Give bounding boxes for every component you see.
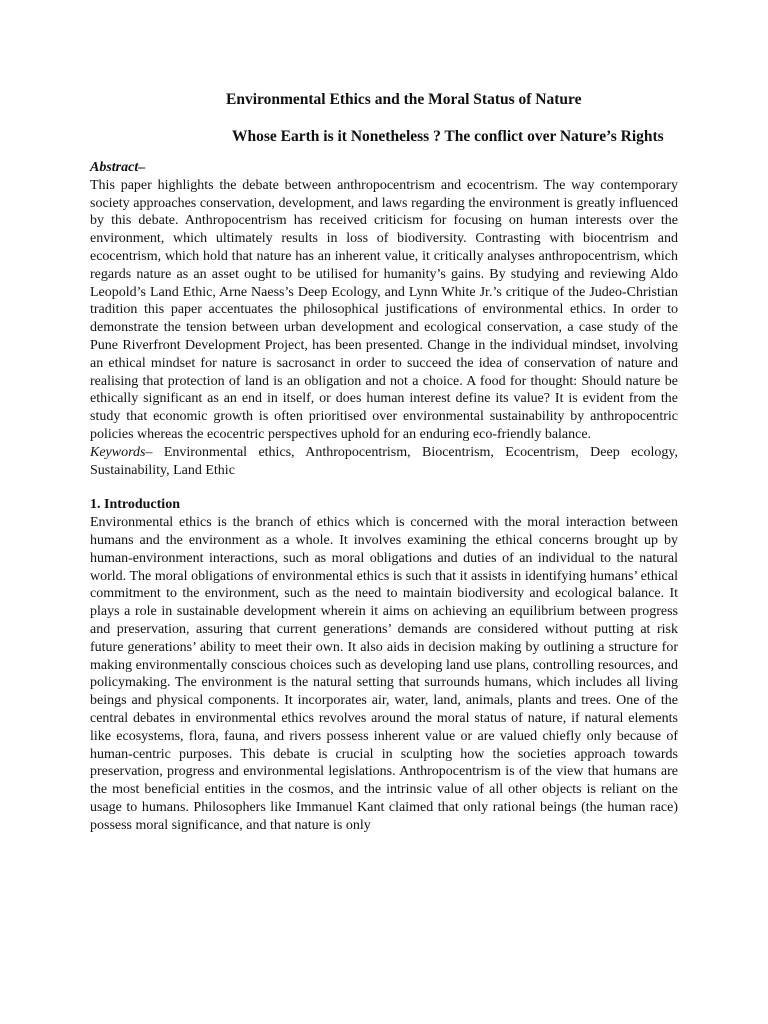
abstract-label: Abstract– xyxy=(90,160,146,175)
keywords xyxy=(90,444,678,480)
introduction-text: Environmental ethics is the branch of ethics which is concerned with the moral interaction between humans and the environment as a whole. It involves examining the ethical concerns brought up by human-environment interactions, such as moral obligations and duties of an individual to the natural world. The moral obligations of environmental ethics is such that it assists in identifying humans’ ethical commitment to the environment, such as the need to maintain biodiversity and ecological balance. It plays a role in sustainable development wherein it aims on achieving an equilibrium between progress and preservation, assuring that current generations’ demands are considered without putting at risk future generations’ ability to meet their own. It also aids in decision making by outlining a structure for making environmentally conscious choices such as developing land use plans, controlling resources, and policymaking. The environment is the natural setting that surrounds humans, which includes all living beings and physical components. It incorporates air, water, land, animals, plants and trees. One of the central debates in environmental ethics revolves around the moral status of nature, if natural elements like ecosystems, flora, fauna, and rivers possess inherent value or are valued chiefly only because of human-centric purposes. This debate is crucial in sculpting how the societies approach towards preservation, progress and environmental legislations. Anthropocentrism is of the view that humans are the most beneficial entities in the cosmos, and the intrinsic value of all other objects is reliant on the usage to humans. Philosophers like Immanuel Kant claimed that only rational beings (the human race) possess moral significance, and that nature is only xyxy=(90,515,678,833)
document-page xyxy=(90,90,678,834)
paper-subtitle: Whose Earth is it Nonetheless ? The conflict over Nature’s Rights xyxy=(232,128,664,145)
paper-title: Environmental Ethics and the Moral Status of Nature xyxy=(226,91,582,108)
keywords-label: Keywords– xyxy=(90,444,153,460)
introduction-heading: 1. Introduction xyxy=(90,497,180,513)
keywords-text: Environmental ethics, Anthropocentrism, Biocentrism, Ecocentrism, Deep ecology, Sustainability, Land Ethic xyxy=(90,444,678,478)
abstract-text: This paper highlights the debate between anthropocentrism and ecocentrism. The way contemporary society approaches conservation, development, and laws regarding the environment is greatly influenced by this debate. Anthropocentrism has received criticism for focusing on human interests over the environment, which ultimately results in loss of biodiversity. Contrasting with biocentrism and ecocentrism, which hold that nature has an inherent value, it critically analyses anthropocentrism, which regards nature as an asset ought to be utilised for humanity’s gains. By studying and reviewing Aldo Leopold’s Land Ethic, Arne Naess’s Deep Ecology, and Lynn White Jr.’s critique of the Judeo-Christian tradition this paper accentuates the philosophical justifications of environmental ethics. In order to demonstrate the tension between urban development and ecological conservation, a case study of the Pune Riverfront Development Project, has been presented. Change in the individual mindset, involving an ethical mindset for nature is sacrosanct in order to succeed the idea of conservation of nature and realising that protection of land is an obligation and not a choice. A food for thought: Should nature be ethically significant as an end in itself, or does human interest define its value? It is evident from the study that economic growth is often prioritised over environmental sustainability by anthropocentric policies whereas the ecocentric perspectives uphold for an enduring eco-friendly balance. xyxy=(90,177,678,442)
